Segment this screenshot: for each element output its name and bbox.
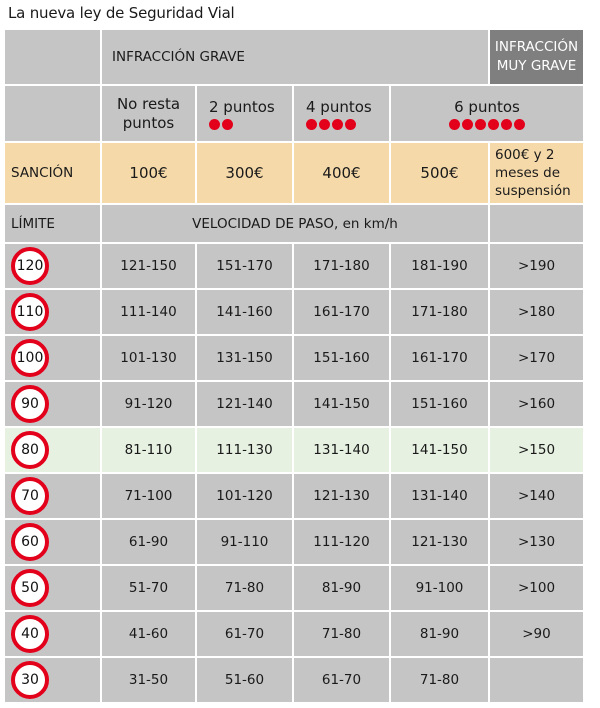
sancion-label: SANCIÓN xyxy=(11,165,74,181)
range-no-points xyxy=(102,474,197,520)
range-value: >160 xyxy=(517,396,556,412)
limit-value: 110 xyxy=(16,304,44,320)
limit-value: 80 xyxy=(21,442,39,458)
range-2-points xyxy=(197,336,294,382)
speed-limit-sign-icon xyxy=(11,615,49,653)
range-6-points xyxy=(391,382,490,428)
range-value: 161-170 xyxy=(411,350,468,366)
range-value: 41-60 xyxy=(128,626,169,642)
red-point-dot-icon xyxy=(306,119,317,130)
points-6-label: 6 puntos xyxy=(454,97,520,116)
range-value: 51-70 xyxy=(128,580,169,596)
sancion-100: 100€ xyxy=(129,164,168,182)
speed-limit-sign-icon xyxy=(11,385,49,423)
range-value: 61-90 xyxy=(128,534,169,550)
speed-limit-sign-icon xyxy=(11,293,49,331)
table-row xyxy=(5,520,585,566)
range-value: 141-150 xyxy=(411,442,468,458)
range-value: 101-130 xyxy=(120,350,177,366)
header-empty-cell xyxy=(5,30,102,86)
table-row xyxy=(5,428,585,474)
muy-grave-line-1: INFRACCIÓN xyxy=(494,39,579,55)
range-no-points xyxy=(102,428,197,474)
range-4-points xyxy=(294,474,391,520)
range-2-points xyxy=(197,566,294,612)
limit-value: 60 xyxy=(21,534,39,550)
range-4-points xyxy=(294,336,391,382)
range-value: 151-160 xyxy=(313,350,370,366)
range-value: 71-100 xyxy=(124,488,173,504)
red-point-dot-icon xyxy=(462,119,473,130)
range-2-points xyxy=(197,474,294,520)
range-2-points xyxy=(197,612,294,658)
limit-cell xyxy=(5,290,102,336)
red-point-dot-icon xyxy=(222,119,233,130)
points-4-label: 4 puntos xyxy=(306,97,372,116)
range-6-points xyxy=(391,566,490,612)
red-point-dot-icon xyxy=(514,119,525,130)
no-resta-line-2: puntos xyxy=(122,113,175,132)
sancion-500: 500€ xyxy=(420,164,459,182)
range-value: >190 xyxy=(517,258,556,274)
points-2-cell xyxy=(197,86,294,143)
red-point-dot-icon xyxy=(209,119,220,130)
limite-label: LÍMITE xyxy=(11,215,55,232)
range-value: 121-140 xyxy=(216,396,273,412)
range-no-points xyxy=(102,566,197,612)
limit-cell xyxy=(5,474,102,520)
speed-limit-sign-icon xyxy=(11,477,49,515)
range-value: 71-80 xyxy=(419,672,460,688)
range-value: 161-170 xyxy=(313,304,370,320)
table-row xyxy=(5,336,585,382)
limite-label-cell xyxy=(5,205,102,244)
speed-limit-sign-icon xyxy=(11,661,49,699)
velocidad-label-cell xyxy=(102,205,490,244)
range-value: 171-180 xyxy=(313,258,370,274)
range-value: 151-170 xyxy=(216,258,273,274)
points-2-dots xyxy=(209,119,233,130)
table-row xyxy=(5,244,585,290)
red-point-dot-icon xyxy=(319,119,330,130)
limit-cell xyxy=(5,520,102,566)
limit-cell xyxy=(5,658,102,704)
range-value: >130 xyxy=(517,534,556,550)
range-value: >180 xyxy=(517,304,556,320)
range-value: >170 xyxy=(517,350,556,366)
range-muy-grave xyxy=(490,428,585,474)
speed-limit-sign-icon xyxy=(11,431,49,469)
range-value: 131-150 xyxy=(216,350,273,366)
table-row xyxy=(5,290,585,336)
range-2-points xyxy=(197,658,294,704)
range-muy-grave xyxy=(490,520,585,566)
range-value: 81-90 xyxy=(419,626,460,642)
sancion-600-line-1: 600€ y 2 xyxy=(495,147,555,163)
range-no-points xyxy=(102,658,197,704)
table-row xyxy=(5,382,585,428)
range-4-points xyxy=(294,244,391,290)
range-value: 151-160 xyxy=(411,396,468,412)
range-6-points xyxy=(391,658,490,704)
range-4-points xyxy=(294,612,391,658)
range-6-points xyxy=(391,428,490,474)
limit-value: 120 xyxy=(16,258,44,274)
speed-limit-sign-icon xyxy=(11,569,49,607)
range-value: 171-180 xyxy=(411,304,468,320)
range-no-points xyxy=(102,290,197,336)
sancion-600-line-2: meses de xyxy=(495,165,560,181)
range-muy-grave xyxy=(490,244,585,290)
range-no-points xyxy=(102,336,197,382)
table-row xyxy=(5,658,585,704)
range-value: 141-160 xyxy=(216,304,273,320)
range-muy-grave xyxy=(490,382,585,428)
red-point-dot-icon xyxy=(501,119,512,130)
range-value: 91-110 xyxy=(220,534,269,550)
speed-limit-sign-icon xyxy=(11,523,49,561)
range-muy-grave xyxy=(490,658,585,704)
range-4-points xyxy=(294,428,391,474)
range-2-points xyxy=(197,290,294,336)
range-value: 111-130 xyxy=(216,442,273,458)
sancion-100-cell xyxy=(102,143,197,205)
range-value: 71-80 xyxy=(321,626,362,642)
range-4-points xyxy=(294,382,391,428)
range-6-points xyxy=(391,244,490,290)
sancion-300: 300€ xyxy=(225,164,264,182)
range-4-points xyxy=(294,566,391,612)
range-6-points xyxy=(391,520,490,566)
sancion-500-cell xyxy=(391,143,490,205)
range-value: 111-120 xyxy=(313,534,370,550)
limit-value: 50 xyxy=(21,580,39,596)
no-resta-line-1: No resta xyxy=(116,94,181,113)
range-value: >100 xyxy=(517,580,556,596)
range-value: 91-120 xyxy=(124,396,173,412)
speed-limit-sign-icon xyxy=(11,339,49,377)
range-6-points xyxy=(391,290,490,336)
range-4-points xyxy=(294,290,391,336)
limit-value: 40 xyxy=(21,626,39,642)
range-value: 91-100 xyxy=(415,580,464,596)
sancion-300-cell xyxy=(197,143,294,205)
limit-cell xyxy=(5,382,102,428)
range-value: 51-60 xyxy=(224,672,265,688)
range-value: >150 xyxy=(517,442,556,458)
range-6-points xyxy=(391,474,490,520)
sancion-400-cell xyxy=(294,143,391,205)
range-value: 81-110 xyxy=(124,442,173,458)
points-4-cell xyxy=(294,86,391,143)
range-value: 141-150 xyxy=(313,396,370,412)
range-muy-grave xyxy=(490,566,585,612)
sancion-400: 400€ xyxy=(322,164,361,182)
range-no-points xyxy=(102,520,197,566)
points-6-dots xyxy=(449,119,525,130)
range-value: 121-130 xyxy=(313,488,370,504)
red-point-dot-icon xyxy=(332,119,343,130)
limit-value: 70 xyxy=(21,488,39,504)
points-6-cell xyxy=(391,86,585,143)
table-row xyxy=(5,612,585,658)
page-title: La nueva ley de Seguridad Vial xyxy=(8,4,235,22)
limit-cell xyxy=(5,612,102,658)
range-no-points xyxy=(102,244,197,290)
limit-cell xyxy=(5,336,102,382)
range-no-points xyxy=(102,382,197,428)
range-2-points xyxy=(197,382,294,428)
range-value: 71-80 xyxy=(224,580,265,596)
table-row xyxy=(5,566,585,612)
red-point-dot-icon xyxy=(488,119,499,130)
range-value: 61-70 xyxy=(224,626,265,642)
range-4-points xyxy=(294,520,391,566)
range-value: 101-120 xyxy=(216,488,273,504)
sancion-600-cell xyxy=(490,143,585,205)
range-2-points xyxy=(197,244,294,290)
range-muy-grave xyxy=(490,290,585,336)
points-empty-cell xyxy=(5,86,102,143)
sancion-600-line-3: suspensión xyxy=(495,183,571,199)
infraccion-grave-label: INFRACCIÓN GRAVE xyxy=(112,49,245,65)
red-point-dot-icon xyxy=(449,119,460,130)
range-muy-grave xyxy=(490,336,585,382)
range-value: 121-130 xyxy=(411,534,468,550)
data-rows xyxy=(5,244,585,704)
range-no-points xyxy=(102,612,197,658)
range-muy-grave xyxy=(490,474,585,520)
range-value: 31-50 xyxy=(128,672,169,688)
limit-cell xyxy=(5,566,102,612)
velocidad-label: VELOCIDAD DE PASO, en km/h xyxy=(192,215,398,232)
red-point-dot-icon xyxy=(345,119,356,130)
range-value: 131-140 xyxy=(411,488,468,504)
range-2-points xyxy=(197,520,294,566)
points-2-label: 2 puntos xyxy=(209,97,275,116)
limit-value: 90 xyxy=(21,396,39,412)
range-6-points xyxy=(391,336,490,382)
range-muy-grave xyxy=(490,612,585,658)
red-point-dot-icon xyxy=(475,119,486,130)
limit-cell xyxy=(5,428,102,474)
range-value: 181-190 xyxy=(411,258,468,274)
range-4-points xyxy=(294,658,391,704)
range-6-points xyxy=(391,612,490,658)
header-infraccion-muy-grave xyxy=(490,30,585,86)
range-value: 121-150 xyxy=(120,258,177,274)
range-value: >140 xyxy=(517,488,556,504)
range-value: 131-140 xyxy=(313,442,370,458)
points-none-cell xyxy=(102,86,197,143)
range-value: >90 xyxy=(522,626,551,642)
limit-value: 100 xyxy=(16,350,44,366)
table-row xyxy=(5,474,585,520)
limite-empty-cell xyxy=(490,205,585,244)
limit-value: 30 xyxy=(21,672,39,688)
range-value: 81-90 xyxy=(321,580,362,596)
sancion-label-cell xyxy=(5,143,102,205)
speed-limit-sign-icon xyxy=(11,247,49,285)
points-4-dots xyxy=(306,119,356,130)
limit-cell xyxy=(5,244,102,290)
range-value: 111-140 xyxy=(120,304,177,320)
range-2-points xyxy=(197,428,294,474)
muy-grave-line-2: MUY GRAVE xyxy=(496,58,577,74)
range-value: 61-70 xyxy=(321,672,362,688)
header-infraccion-grave xyxy=(102,30,490,86)
